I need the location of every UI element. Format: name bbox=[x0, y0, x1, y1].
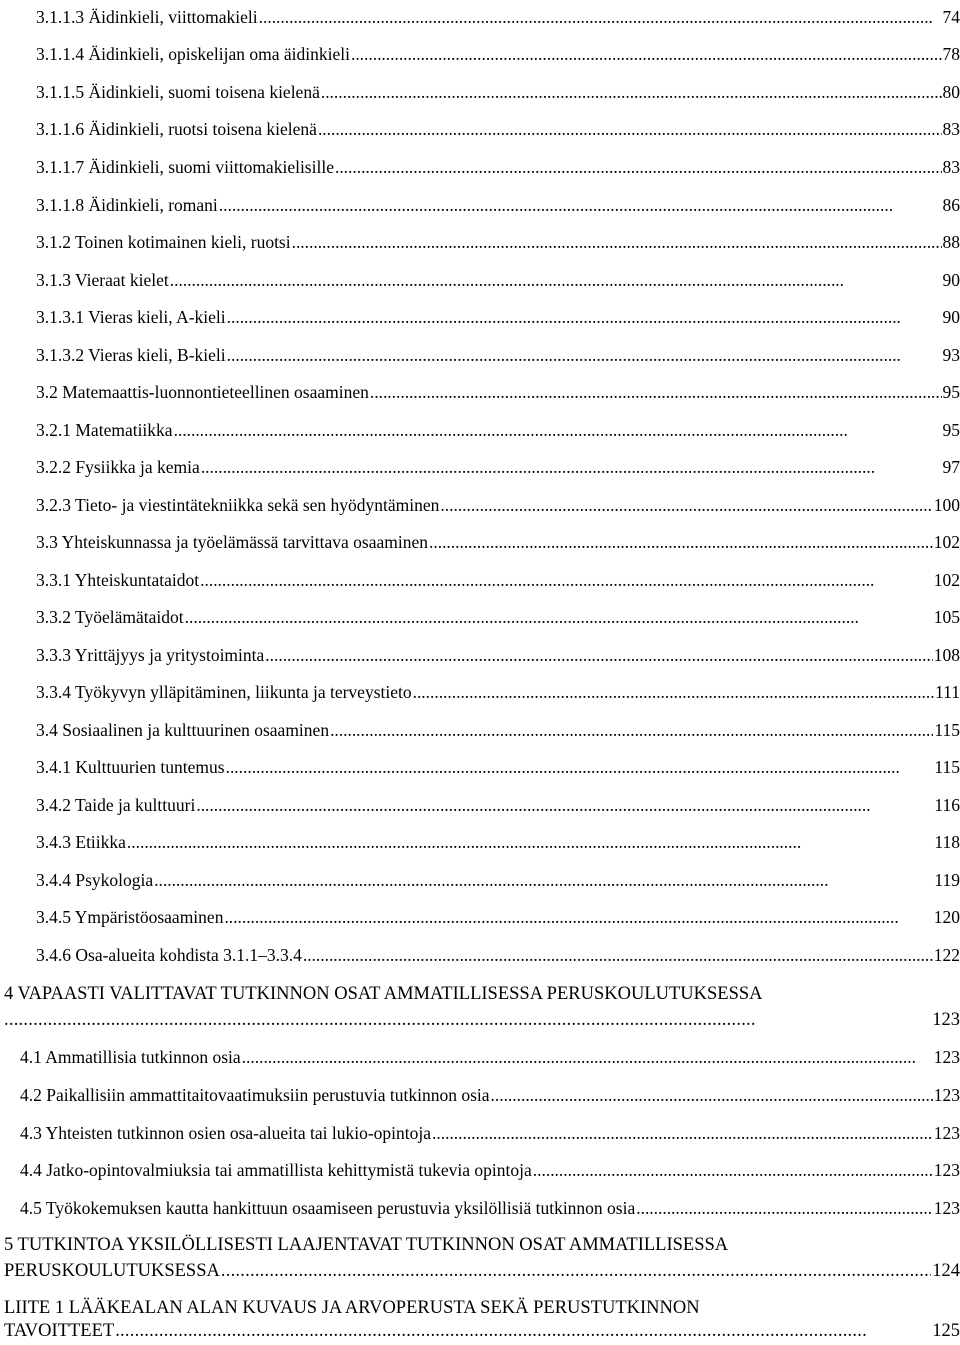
toc-entry-page: 80 bbox=[942, 82, 960, 102]
dot-leader bbox=[170, 265, 942, 295]
toc-chapter-4-leader-line[interactable] bbox=[4, 1005, 960, 1035]
dot-leader bbox=[127, 827, 933, 857]
toc-entry-title: 3.2 Matemaattis-luonnontieteellinen osaaminen bbox=[36, 382, 369, 402]
toc-entry-title: 4.4 Jatko-opintovalmiuksia tai ammatillista kehittymistä tukevia opintoja bbox=[20, 1160, 532, 1180]
toc-entry-title: 3.3 Yhteiskunnassa ja työelämässä tarvittava osaaminen bbox=[36, 532, 429, 552]
dot-leader bbox=[174, 415, 942, 445]
toc-entry[interactable] bbox=[36, 715, 960, 745]
toc-entry-page: 108 bbox=[933, 645, 960, 665]
toc-appendix-1-title[interactable]: LIITE 1 LÄÄKEALAN ALAN KUVAUS JA ARVOPERUSTA SEKÄ PERUSTUTKINNON bbox=[4, 1298, 700, 1318]
dot-leader bbox=[432, 1118, 933, 1148]
dot-leader bbox=[318, 114, 942, 144]
toc-entry[interactable] bbox=[36, 602, 960, 632]
toc-entry[interactable] bbox=[20, 1042, 960, 1072]
toc-entry-page: 78 bbox=[942, 44, 960, 64]
toc-entry-title: 3.3.4 Työkyvyn ylläpitäminen, liikunta ja terveystieto bbox=[36, 682, 412, 702]
toc-entry[interactable] bbox=[36, 340, 960, 370]
toc-entry[interactable] bbox=[36, 865, 960, 895]
toc-entry-page: 123 bbox=[933, 1123, 960, 1143]
toc-entry-title: 4.2 Paikallisiin ammattitaitovaatimuksiin perustuvia tutkinnon osia bbox=[20, 1085, 490, 1105]
toc-entry[interactable] bbox=[20, 1080, 960, 1110]
toc-entry[interactable] bbox=[36, 152, 960, 182]
toc-entry-page: 95 bbox=[942, 382, 960, 402]
toc-entry-page: 74 bbox=[942, 7, 960, 27]
dot-leader bbox=[265, 640, 932, 670]
toc-entry-page: 95 bbox=[942, 420, 960, 440]
dot-leader bbox=[491, 1080, 933, 1110]
dot-leader bbox=[335, 152, 942, 182]
dot-leader bbox=[413, 677, 934, 707]
dot-leader bbox=[224, 902, 932, 932]
toc-entry-title: 3.1.1.4 Äidinkieli, opiskelijan oma äidinkieli bbox=[36, 44, 350, 64]
toc-entry-page: 118 bbox=[934, 832, 960, 852]
dot-leader bbox=[4, 1005, 931, 1035]
toc-chapter-5-line2[interactable] bbox=[4, 1256, 960, 1286]
toc-entry-page: 90 bbox=[942, 270, 960, 290]
toc-entry-page: 102 bbox=[933, 570, 960, 590]
toc-entry[interactable] bbox=[36, 827, 960, 857]
toc-entry-title: 4.5 Työkokemuksen kautta hankittuun osaamiseen perustuvia yksilöllisiä tutkinnon osia bbox=[20, 1198, 636, 1218]
toc-entry-title: 3.1.1.5 Äidinkieli, suomi toisena kielenä bbox=[36, 82, 320, 102]
toc-entry-page: 120 bbox=[933, 907, 960, 927]
toc-entry-page: 97 bbox=[942, 457, 960, 477]
toc-entry[interactable] bbox=[36, 302, 960, 332]
toc-entry[interactable] bbox=[36, 114, 960, 144]
toc-entry[interactable] bbox=[36, 790, 960, 820]
dot-leader bbox=[200, 565, 933, 595]
dot-leader bbox=[196, 790, 933, 820]
dot-leader bbox=[636, 1193, 933, 1223]
toc-entry-title: 3.1.1.8 Äidinkieli, romani bbox=[36, 195, 218, 215]
toc-entry-title: 4.1 Ammatillisia tutkinnon osia bbox=[20, 1047, 241, 1067]
toc-entry-page: 83 bbox=[942, 119, 960, 139]
toc-entry[interactable] bbox=[36, 190, 960, 220]
dot-leader bbox=[226, 752, 934, 782]
toc-entry-page: 123 bbox=[933, 1085, 960, 1105]
dot-leader bbox=[227, 302, 942, 332]
toc-entry-title: 3.4.1 Kulttuurien tuntemus bbox=[36, 757, 225, 777]
dot-leader bbox=[429, 527, 933, 557]
toc-entry-page: 83 bbox=[942, 157, 960, 177]
toc-entry-title: 3.3.2 Työelämätaidot bbox=[36, 607, 184, 627]
dot-leader bbox=[259, 2, 942, 32]
dot-leader bbox=[201, 452, 942, 482]
toc-entry-page: 116 bbox=[934, 795, 960, 815]
dot-leader bbox=[219, 190, 942, 220]
toc-chapter-4-title[interactable]: 4 VAPAASTI VALITTAVAT TUTKINNON OSAT AMMATILLISESSA PERUSKOULUTUKSESSA bbox=[4, 984, 763, 1004]
toc-entry-page: 88 bbox=[942, 232, 960, 252]
toc-appendix-1-line2[interactable] bbox=[4, 1317, 960, 1345]
toc-entry[interactable] bbox=[36, 452, 960, 482]
toc-appendix-1-title-cont: TAVOITTEET bbox=[4, 1321, 115, 1341]
dot-leader bbox=[330, 715, 933, 745]
dot-leader bbox=[533, 1155, 933, 1185]
toc-entry-title: 3.4 Sosiaalinen ja kulttuurinen osaaminen bbox=[36, 720, 330, 740]
toc-entry-title: 3.1.2 Toinen kotimainen kieli, ruotsi bbox=[36, 232, 291, 252]
dot-leader bbox=[221, 1256, 931, 1286]
dot-leader bbox=[370, 377, 942, 407]
toc-entry-page: 90 bbox=[942, 307, 960, 327]
toc-entry-title: 4.3 Yhteisten tutkinnon osien osa-alueita tai lukio-opintoja bbox=[20, 1123, 432, 1143]
toc-entry-page: 105 bbox=[933, 607, 960, 627]
toc-entry[interactable] bbox=[36, 490, 960, 520]
toc-entry-title: 3.4.2 Taide ja kulttuuri bbox=[36, 795, 196, 815]
toc-entry-page: 115 bbox=[934, 720, 960, 740]
toc-entry-title: 3.2.2 Fysiikka ja kemia bbox=[36, 457, 200, 477]
dot-leader bbox=[154, 865, 933, 895]
toc-entry[interactable] bbox=[36, 640, 960, 670]
toc-entry[interactable] bbox=[36, 77, 960, 107]
toc-entry[interactable] bbox=[36, 565, 960, 595]
toc-entry-title: 3.1.1.6 Äidinkieli, ruotsi toisena kielenä bbox=[36, 119, 317, 139]
dot-leader bbox=[440, 490, 932, 520]
dot-leader bbox=[227, 340, 942, 370]
toc-entry-page: 123 bbox=[933, 1047, 960, 1067]
toc-entry[interactable] bbox=[36, 752, 960, 782]
toc-entry-title: 3.4.6 Osa-alueita kohdista 3.1.1–3.3.4 bbox=[36, 945, 302, 965]
toc-entry-page: 122 bbox=[933, 945, 960, 965]
toc-entry-title: 3.4.4 Psykologia bbox=[36, 870, 154, 890]
toc-chapter-5-title-cont: PERUSKOULUTUKSESSA bbox=[4, 1261, 220, 1281]
dot-leader bbox=[115, 1317, 931, 1345]
toc-entry-page: 123 bbox=[933, 1160, 960, 1180]
toc-entry-title: 3.3.3 Yrittäjyys ja yritystoiminta bbox=[36, 645, 265, 665]
dot-leader bbox=[303, 940, 933, 970]
toc-entry-title: 3.2.1 Matematiikka bbox=[36, 420, 173, 440]
toc-entry-title: 3.4.5 Ympäristöosaaminen bbox=[36, 907, 224, 927]
toc-entry[interactable] bbox=[20, 1118, 960, 1148]
dot-leader bbox=[292, 227, 942, 257]
toc-entry[interactable] bbox=[20, 1193, 960, 1223]
toc-entry-title: 3.1.3.2 Vieras kieli, B-kieli bbox=[36, 345, 226, 365]
toc-entry-page: 119 bbox=[934, 870, 960, 890]
toc-entry[interactable] bbox=[20, 1155, 960, 1185]
toc-chapter-4-page: 123 bbox=[932, 1010, 960, 1030]
toc-entry[interactable] bbox=[36, 527, 960, 557]
toc-entry-page: 111 bbox=[935, 682, 960, 702]
toc-entry-title: 3.4.3 Etiikka bbox=[36, 832, 126, 852]
toc-entry[interactable] bbox=[36, 227, 960, 257]
dot-leader bbox=[321, 77, 942, 107]
toc-entry-title: 3.1.3.1 Vieras kieli, A-kieli bbox=[36, 307, 226, 327]
toc-entry-title: 3.1.3 Vieraat kielet bbox=[36, 270, 169, 290]
dot-leader bbox=[242, 1042, 933, 1072]
toc-entry[interactable] bbox=[36, 2, 960, 32]
toc-entry[interactable] bbox=[36, 940, 960, 970]
toc-entry-page: 86 bbox=[942, 195, 960, 215]
toc-entry-title: 3.2.3 Tieto- ja viestintätekniikka sekä sen hyödyntäminen bbox=[36, 495, 440, 515]
toc-entry-page: 123 bbox=[933, 1198, 960, 1218]
toc-entry-title: 3.1.1.3 Äidinkieli, viittomakieli bbox=[36, 7, 258, 27]
toc-entry[interactable] bbox=[36, 265, 960, 295]
toc-entry-page: 100 bbox=[933, 495, 960, 515]
toc-entry[interactable] bbox=[36, 415, 960, 445]
toc-entry-page: 102 bbox=[933, 532, 960, 552]
toc-entry[interactable] bbox=[36, 677, 960, 707]
toc-entry-page: 115 bbox=[934, 757, 960, 777]
toc-entry-page: 93 bbox=[942, 345, 960, 365]
toc-entry-title: 3.3.1 Yhteiskuntataidot bbox=[36, 570, 200, 590]
toc-entry[interactable] bbox=[36, 902, 960, 932]
dot-leader bbox=[185, 602, 933, 632]
toc-chapter-5-page: 124 bbox=[932, 1261, 960, 1281]
dot-leader bbox=[351, 39, 942, 69]
toc-chapter-5-title[interactable]: 5 TUTKINTOA YKSILÖLLISESTI LAAJENTAVAT TUTKINNON OSAT AMMATILLISESSA bbox=[4, 1235, 729, 1255]
toc-appendix-1-page: 125 bbox=[932, 1321, 960, 1341]
toc-entry[interactable] bbox=[36, 377, 960, 407]
toc-entry-title: 3.1.1.7 Äidinkieli, suomi viittomakielisille bbox=[36, 157, 334, 177]
toc-entry[interactable] bbox=[36, 39, 960, 69]
